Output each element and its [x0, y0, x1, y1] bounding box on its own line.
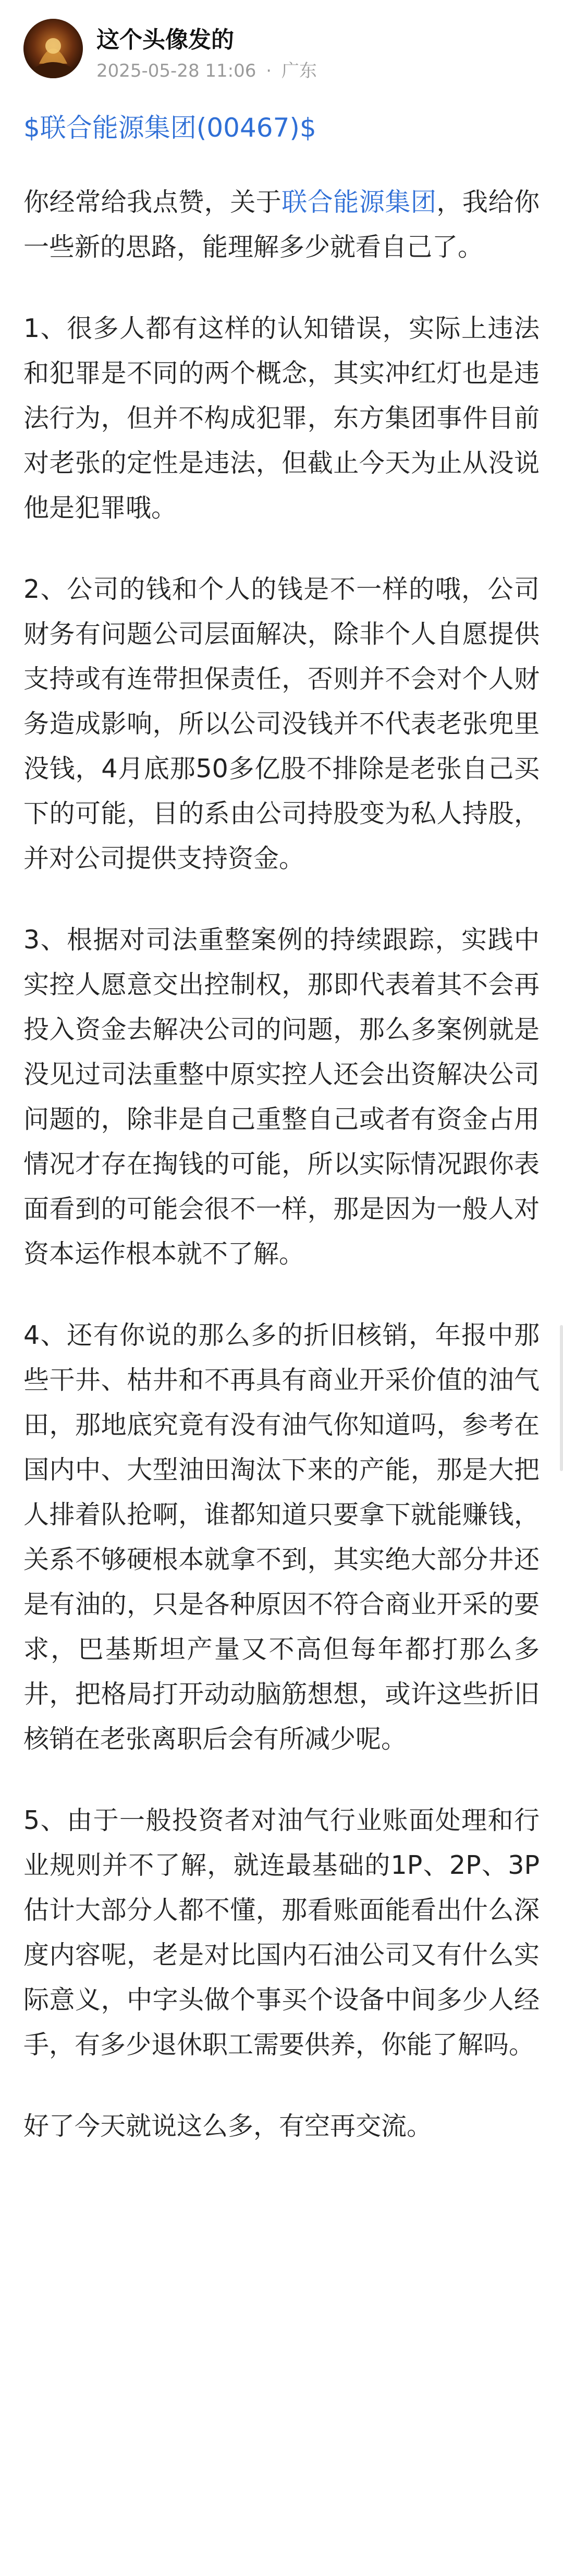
avatar[interactable]	[23, 19, 83, 78]
post-paragraph-2: 2、公司的钱和个人的钱是不一样的哦，公司财务有问题公司层面解决，除非个人自愿提供支持或有连带担保责任，否则并不会对个人财务造成影响，所以公司没钱并不代表老张兜里没钱，4月底那50多亿股不排除是老张自己买下的可能，目的系由公司持股变为私人持股，并对公司提供支持资金。	[23, 574, 540, 873]
company-link[interactable]: 联合能源集团	[282, 187, 437, 217]
post-paragraph-4: 4、还有你说的那么多的折旧核销，年报中那些干井、枯井和不再具有商业开采价值的油气田，那地底究竟有没有油气你知道吗，参考在国内中、大型油田淘汰下来的产能，那是大把人排着队抢啊，谁都知道只要拿下就能赚钱，关系不够硬根本就拿不到，其实绝大部分井还是有油的，只是各种原因不符合商业开采的要求，巴基斯坦产量又不高但每年都打那么多井，把格局打开动动脑筋想想，或许这些折旧核销在老张离职后会有所减少呢。	[23, 1320, 540, 1754]
post-paragraph-1: 1、很多人都有这样的认知错误，实际上违法和犯罪是不同的两个概念，其实冲红灯也是违法行为，但并不构成犯罪，东方集团事件目前对老张的定性是违法，但截止今天为止从没说他是犯罪哦。	[23, 314, 540, 523]
post-location: 广东	[281, 61, 317, 81]
avatar-image	[23, 19, 83, 78]
post-datetime: 2025-05-28 11:06	[96, 61, 256, 81]
post-header	[23, 19, 540, 81]
post-intro	[23, 180, 540, 270]
meta-separator: ·	[266, 61, 272, 81]
intro-text-after: ，我给你一些新的思路，能理解多少就看自己了。	[23, 187, 540, 262]
stock-tag-link[interactable]: $联合能源集团(00467)$	[23, 113, 316, 143]
post-body	[23, 180, 540, 2149]
post-meta	[96, 56, 317, 82]
post-closing: 好了今天就说这么多，有空再交流。	[23, 2111, 433, 2141]
post-paragraph-3: 3、根据对司法重整案例的持续跟踪，实践中实控人愿意交出控制权，那即代表着其不会再投入资金去解决公司的问题，那么多案例就是没见过司法重整中原实控人还会出资解决公司问题的，除非是自己重整自己或者有资金占用情况才存在掏钱的可能，所以实际情况跟你表面看到的可能会很不一样，那是因为一般人对资本运作根本就不了解。	[23, 925, 540, 1269]
post-paragraph-5: 5、由于一般投资者对油气行业账面处理和行业规则并不了解，就连最基础的1P、2P、3P估计大部分人都不懂，那看账面能看出什么深度内容呢，老是对比国内石油公司又有什么实际意义，中字头做个事买个设备中间多少人经手，有多少退休职工需要供养，你能了解吗。	[23, 1805, 540, 2060]
author-name[interactable]: 这个头像发的	[96, 27, 234, 53]
scrollbar[interactable]	[560, 1325, 563, 1471]
intro-text-before: 你经常给我点赞，关于	[23, 187, 282, 217]
